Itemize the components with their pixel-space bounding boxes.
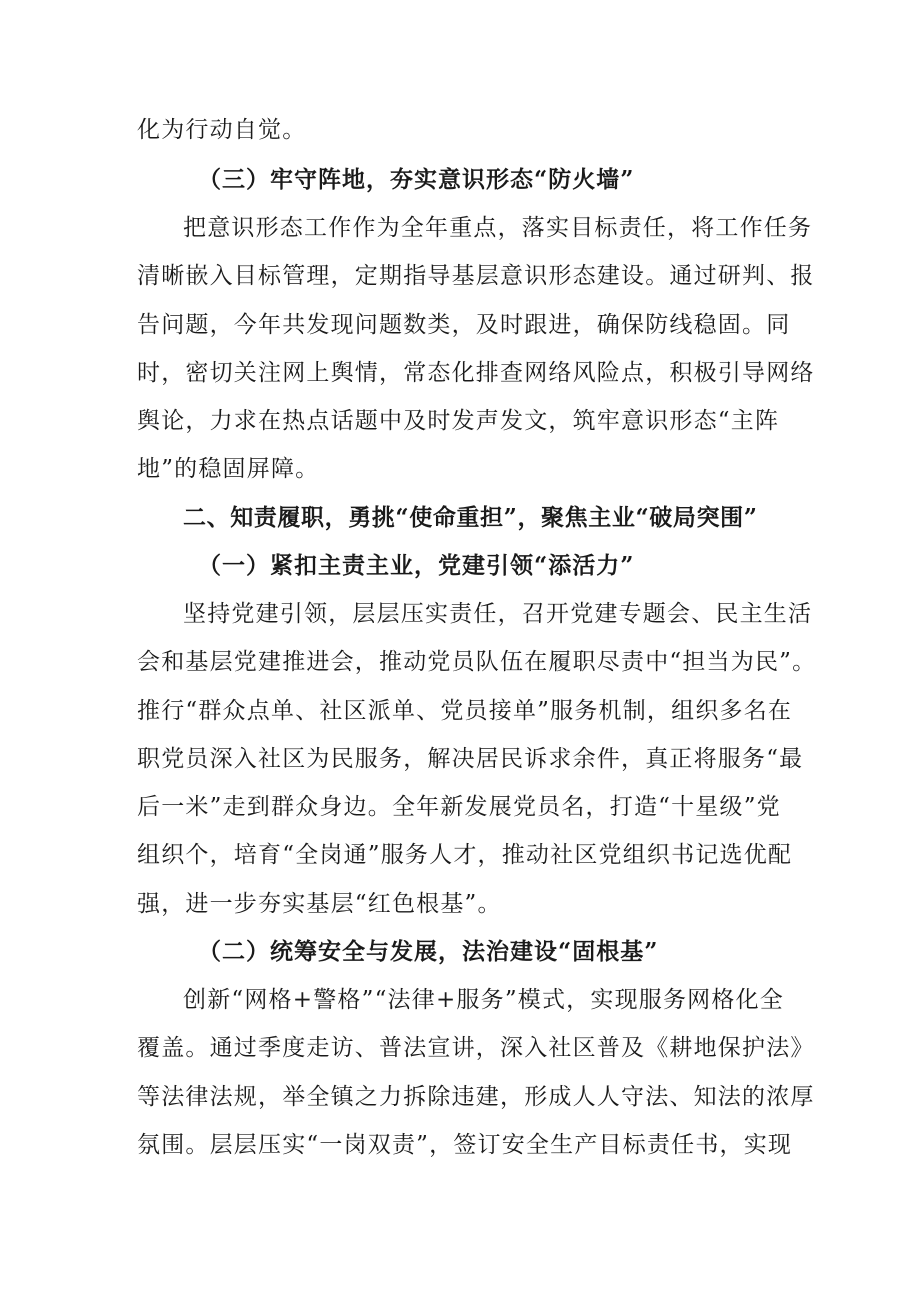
paragraph-line: 化为行动自觉。 (137, 117, 307, 143)
paragraph-line: 强，进一步夯实基层“红色根基”。 (137, 891, 502, 917)
paragraph-line: 等法律法规，举全镇之力拆除违建，形成人人守法、知法的浓厚 (137, 1084, 815, 1110)
chapter-heading: 二、知责履职，勇挑“使命重担”，聚焦主业“破局突围” (183, 504, 758, 531)
paragraph-line: 舆论，力求在热点话题中及时发声发文，筑牢意识形态“主阵 (137, 408, 780, 434)
section-heading: （三）牢守阵地，夯实意识形态“防火墙” (198, 166, 635, 193)
paragraph-line: 时，密切关注网上舆情，常态化排查网络风险点，积极引导网络 (137, 360, 815, 386)
paragraph-line: 告问题，今年共发现问题数类，及时跟进，确保防线稳固。同 (137, 312, 791, 338)
paragraph-line: 会和基层党建推进会，推动党员队伍在履职尽责中“担当为民”。 (137, 649, 817, 675)
section-heading: （二）统筹安全与发展，法治建设“固根基” (198, 938, 659, 965)
paragraph-line: 清晰嵌入目标管理，定期指导基层意识形态建设。通过研判、报 (137, 263, 815, 289)
paragraph-line: 推行“群众点单、社区派单、党员接单”服务机制，组织多名在 (137, 698, 793, 724)
paragraph-line: 职党员深入社区为民服务，解决居民诉求余件，真正将服务“最 (137, 746, 804, 772)
paragraph-line: 把意识形态工作作为全年重点，落实目标责任，将工作任务 (183, 215, 813, 241)
paragraph-line: 后一米”走到群众身边。全年新发展党员名，打造“十星级”党 (137, 794, 781, 820)
paragraph-line: 氛围。层层压实“一岗双责”，签订安全生产目标责任书，实现 (137, 1132, 793, 1158)
section-heading: （一）紧扣主责主业，党建引领“添活力” (198, 552, 635, 579)
paragraph-line: 覆盖。通过季度走访、普法宣讲，深入社区普及《耕地保护法》 (137, 1035, 815, 1061)
paragraph-line: 组织个，培育“全岗通”服务人才，推动社区党组织书记选优配 (137, 842, 793, 868)
paragraph-line: 坚持党建引领，层层压实责任，召开党建专题会、民主生活 (183, 601, 813, 627)
paragraph-line: 地”的稳固屏障。 (137, 456, 320, 482)
paragraph-line: 创新“网格+警格”“法律+服务”模式，实现服务网格化全 (183, 987, 784, 1013)
